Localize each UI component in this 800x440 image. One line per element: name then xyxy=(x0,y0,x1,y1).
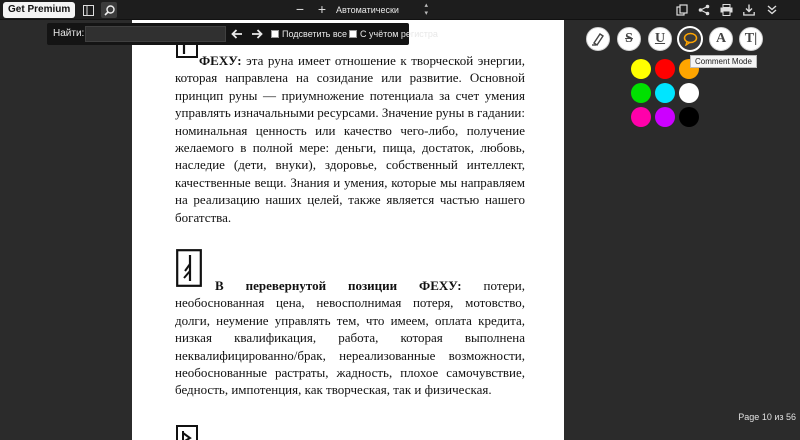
search-icon xyxy=(104,5,115,16)
zoom-select[interactable] xyxy=(336,2,432,18)
color-swatch-purple[interactable] xyxy=(655,107,675,127)
double-chevron-down-icon xyxy=(767,5,777,15)
paragraph-fehu-reversed xyxy=(175,277,525,399)
find-previous-button[interactable] xyxy=(230,27,244,41)
paragraph-fehu-text: эта руна имеет отношение к творческой энергии, которая направлена на созидание или развитие. Основной принцип руны — приумножение потенциала за счет умения управлять изначальными ресурсами. Значение руны в гадании: номинальная ценность или качество чего-либо, получение желаемого в полной мере: деньги, пища, достаток, любовь, наследие (дети, внуки), здоровье, собственный интеллект, качественные вещи. Знания и умения, которые мы направляем на реализацию наших целей, также является частью нашего богатства. xyxy=(175,53,525,225)
find-next-button[interactable] xyxy=(250,27,264,41)
zoom-out-button[interactable]: − xyxy=(295,1,305,17)
match-case-label: С учётом регистра xyxy=(360,29,438,39)
share-button[interactable] xyxy=(696,2,712,18)
get-premium-button[interactable]: Get Premium xyxy=(3,2,75,18)
comment-button[interactable] xyxy=(678,27,702,51)
highlight-all-label: Подсветить все xyxy=(282,29,348,39)
text-box-icon: T| xyxy=(744,31,758,46)
color-swatch-yellow[interactable] xyxy=(631,59,651,79)
print-button[interactable] xyxy=(718,2,734,18)
text-box-button[interactable] xyxy=(739,27,763,51)
download-button[interactable] xyxy=(741,2,757,18)
paragraph-fehu-title: ФЕХУ: xyxy=(199,53,242,68)
color-swatch-black[interactable] xyxy=(679,107,699,127)
sidebar-toggle-button[interactable] xyxy=(80,2,96,18)
underline-button[interactable] xyxy=(648,27,672,51)
copy-button[interactable] xyxy=(674,2,690,18)
strikethrough-icon: S xyxy=(625,31,633,46)
chevron-up-down-icon: ▴ ▾ xyxy=(424,2,428,17)
page-counter: Page 10 из 56 xyxy=(738,412,796,422)
checkbox-box xyxy=(271,30,279,38)
find-bar xyxy=(47,23,438,45)
color-swatch-green[interactable] xyxy=(631,83,651,103)
color-swatch-magenta[interactable] xyxy=(631,107,651,127)
paragraph-fehu xyxy=(175,52,525,226)
paragraph-fehu-reversed-title: В перевернутой позиции ФЕХУ: xyxy=(215,278,462,293)
highlight-all-checkbox[interactable] xyxy=(271,23,347,45)
underline-icon: U xyxy=(654,31,666,46)
match-case-checkbox[interactable] xyxy=(349,23,438,45)
text-icon: A xyxy=(715,31,727,46)
highlighter-button[interactable] xyxy=(586,27,610,51)
copy-icon xyxy=(676,4,688,16)
document-page xyxy=(132,20,564,440)
color-swatch-white[interactable] xyxy=(679,83,699,103)
zoom-value: Автоматически xyxy=(336,5,399,15)
share-icon xyxy=(698,4,710,16)
color-swatch-cyan[interactable] xyxy=(655,83,675,103)
strikethrough-button[interactable] xyxy=(617,27,641,51)
download-icon xyxy=(743,4,755,16)
checkbox-box xyxy=(349,30,357,38)
text-button[interactable] xyxy=(709,27,733,51)
top-toolbar xyxy=(0,0,800,20)
find-label: Найти: xyxy=(53,28,85,39)
zoom-in-button[interactable]: + xyxy=(317,1,327,17)
search-toggle-button[interactable] xyxy=(101,2,117,18)
color-swatch-red[interactable] xyxy=(655,59,675,79)
sidebar-icon xyxy=(83,5,94,16)
paragraph-fehu-reversed-text: потери, необоснованная цена, невосполнимая потеря, мотовство, долги, неумение управлять тем, что имеем, оплата кредита, низкая квалификация, работа, которая выполнена неквалифицированно/брак, нереализованные возможности, необоснованные растраты, жадность, плохое самочувствие, бедность, импотенция, как творческая, так и физическая. xyxy=(175,278,525,398)
comment-mode-tooltip: Comment Mode xyxy=(690,55,757,68)
print-icon xyxy=(720,4,733,16)
find-input[interactable] xyxy=(85,26,226,42)
more-button[interactable] xyxy=(764,2,780,18)
rune-next-icon xyxy=(176,425,198,440)
comment-icon xyxy=(683,32,698,46)
highlighter-icon xyxy=(591,32,605,46)
